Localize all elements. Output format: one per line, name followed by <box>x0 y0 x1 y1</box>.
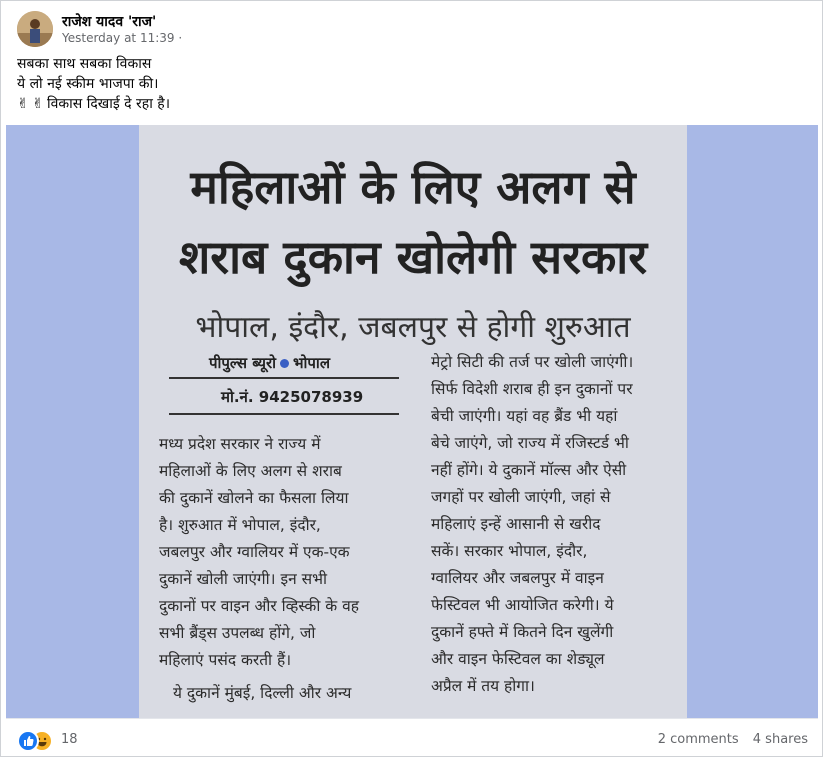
left-column-line: महिलाओं के लिए अलग से शराब <box>159 462 342 480</box>
right-column-line: ग्वालियर और जबलपुर में वाइन <box>431 569 604 587</box>
left-column-line: ये दुकानें मुंबई, दिल्ली और अन्य <box>173 684 352 702</box>
clipping-left-column <box>159 431 359 707</box>
clipping-right-column <box>431 349 633 700</box>
left-column-line: दुकानें खोली जाएंगी। इन सभी <box>159 570 327 588</box>
victory-hand-emoji-icon: ✌ <box>32 96 44 112</box>
left-column-line: महिलाएं पसंद करती हैं। <box>159 651 292 669</box>
left-column-line: सभी ब्रैंड्स उपलब्ध होंगे, जो <box>159 624 316 642</box>
right-column-line: मेट्रो सिटी की तर्ज पर खोली जाएंगी। <box>431 353 634 371</box>
left-column-line: जबलपुर और ग्वालियर में एक-एक <box>159 543 350 561</box>
newspaper-clipping[interactable] <box>139 125 687 718</box>
reaction-count: 18 <box>61 732 78 747</box>
byline-text: पीपुल्स ब्यूरो <box>209 354 276 372</box>
author-name[interactable]: राजेश यादव 'राज' <box>62 14 157 30</box>
post-stats <box>648 732 808 747</box>
contact-rule <box>169 413 399 415</box>
post-line-1: सबका साथ सबका विकास <box>17 56 152 72</box>
shares-count[interactable]: 4 shares <box>752 732 808 747</box>
post-timestamp[interactable]: Yesterday at 11:39 · <box>62 31 183 45</box>
right-column-line: दुकानें हफ्ते में कितने दिन खुलेंगी <box>431 623 614 641</box>
byline-rule <box>169 377 399 379</box>
left-column-line: है। शुरुआत में भोपाल, इंदौर, <box>159 516 321 534</box>
footer-divider <box>6 718 818 719</box>
right-column-line: नहीं होंगे। ये दुकानें मॉल्स और ऐसी <box>431 461 627 479</box>
right-column-line: सकें। सरकार भोपाल, इंदौर, <box>431 542 588 560</box>
right-column-line: बेचे जाएंगे, जो राज्य में रजिस्टर्ड भी <box>431 434 629 452</box>
right-column-line: महिलाएं इन्हें आसानी से खरीद <box>431 515 601 533</box>
right-column-line: फेस्टिवल भी आयोजित करेगी। ये <box>431 596 614 614</box>
post-line-3-text: विकास दिखाई दे रहा है। <box>47 96 171 112</box>
post-line-3 <box>17 94 170 114</box>
avatar[interactable] <box>17 11 53 47</box>
clipping-headline-2: शराब दुकान खोलेगी सरकार <box>178 230 648 284</box>
left-column-line: मध्य प्रदेश सरकार ने राज्य में <box>159 435 321 453</box>
comments-count[interactable]: 2 comments <box>657 732 739 747</box>
post-text <box>17 54 170 114</box>
right-column-line: अप्रैल में तय होगा। <box>431 677 535 695</box>
right-column-line: सिर्फ विदेशी शराब ही इन दुकानों पर <box>431 380 633 398</box>
victory-hand-emoji-icon: ✌ <box>17 96 29 112</box>
right-column-line: और वाइन फेस्टिवल का शेड्यूल <box>431 650 605 668</box>
bullet-dot-icon <box>280 359 289 368</box>
left-column-line: दुकानों पर वाइन और व्हिस्की के वह <box>159 597 359 615</box>
clipping-byline <box>209 353 330 373</box>
like-icon <box>17 730 39 752</box>
clipping-subheadline: भोपाल, इंदौर, जबलपुर से होगी शुरुआत <box>195 310 631 345</box>
clipping-headline-1: महिलाओं के लिए अलग से <box>190 160 636 214</box>
right-column-line: जगहों पर खोली जाएंगी, जहां से <box>431 488 611 506</box>
clipping-contact: मो.नं. 9425078939 <box>221 388 364 406</box>
left-column-line: की दुकानें खोलने का फैसला लिया <box>159 489 349 507</box>
post-line-2: ये लो नई स्कीम भाजपा की। <box>17 76 159 92</box>
avatar-person-icon <box>17 11 53 47</box>
right-column-line: बेची जाएंगी। यहां वह ब्रैंड भी यहां <box>431 407 618 425</box>
byline-city: भोपाल <box>292 354 330 372</box>
